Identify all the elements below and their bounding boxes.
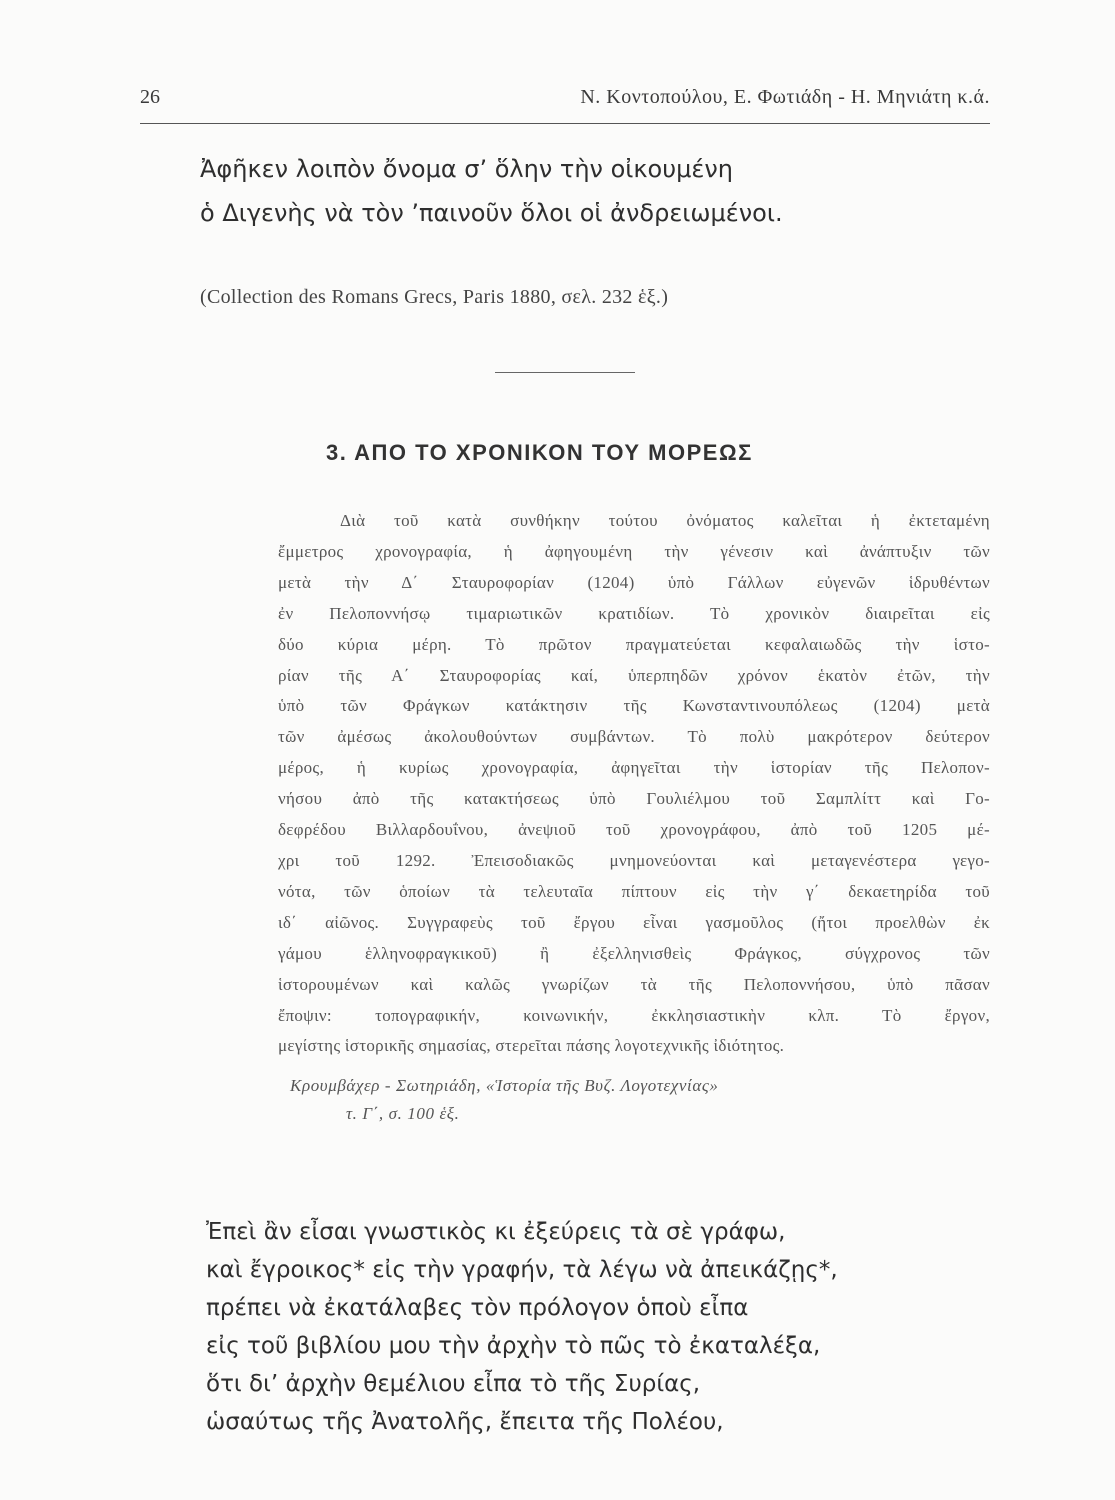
verse-line: ὅτι δι’ ἀρχὴν θεμέλιου εἶπα τὸ τῆς Συρίας, bbox=[206, 1371, 701, 1397]
paragraph-line: μετὰ τὴν Δ΄ Σταυροφορίαν (1204) ὑπὸ Γάλλων εὐγενῶν ἱδρυθέντων bbox=[278, 572, 990, 592]
paragraph-line: γάμου ἑλληνοφραγκικοῦ) ἢ ἐξελληνισθεὶς Φράγκος, σύγχρονος τῶν bbox=[278, 943, 990, 963]
verse-line: καὶ ἔγροικος* εἰς τὴν γραφήν, τὰ λέγω νὰ ἀπεικάζῃς*, bbox=[206, 1257, 838, 1283]
source-reference bbox=[290, 1072, 718, 1128]
top-verse bbox=[200, 147, 783, 235]
header-rule bbox=[140, 123, 990, 124]
paragraph-line: τῶν ἀμέσως ἀκολουθούντων συμβάντων. Τὸ πολὺ μακρότερον δεύτερον bbox=[278, 727, 990, 747]
running-head bbox=[140, 86, 990, 116]
paragraph-line: ιδ΄ αἰῶνος. Συγγραφεὺς τοῦ ἔργου εἶναι γασμοῦλος (ἤτοι προελθὼν ἐκ bbox=[278, 912, 990, 932]
paragraph-line: ρίαν τῆς Α΄ Σταυροφορίας καί, ὑπερπηδῶν χρόνον ἑκατὸν ἐτῶν, τὴν bbox=[278, 665, 990, 685]
running-head-authors: Ν. Κοντοπούλου, Ε. Φωτιάδη - Η. Μηνιάτη κ.ά. bbox=[580, 86, 990, 108]
verse-line: ὡσαύτως τῆς Ἀνατολῆς, ἔπειτα τῆς Πολέου, bbox=[206, 1409, 724, 1435]
verse-line: εἰς τοῦ βιβλίου μου τὴν ἀρχὴν τὸ πῶς τὸ ἐκαταλέξα, bbox=[206, 1333, 821, 1359]
verse-line: Ἀφῆκεν λοιπὸν ὄνομα σ’ ὅλην τὴν οἰκουμένη bbox=[200, 155, 733, 183]
paragraph-line: ὑπὸ τῶν Φράγκων κατάκτησιν τῆς Κωνσταντινουπόλεως (1204) μετὰ bbox=[278, 696, 990, 716]
paragraph-line: δύο κύρια μέρη. Τὸ πρῶτον πραγματεύεται κεφαλαιωδῶς τὴν ἱστο- bbox=[278, 634, 990, 654]
section-divider bbox=[495, 372, 635, 373]
body-paragraph bbox=[278, 506, 990, 1062]
verse-line: πρέπει νὰ ἐκατάλαβες τὸν πρόλογον ὁποὺ εἶπα bbox=[206, 1295, 749, 1321]
paragraph-line: μέρος, ἡ κυρίως χρονογραφία, ἀφηγεῖται τὴν ἱστορίαν τῆς Πελοπον- bbox=[278, 758, 990, 778]
source-line: Κρουμβάχερ - Σωτηριάδη, «Ἱστορία τῆς Βυζ. Λογοτεχνίας» bbox=[290, 1076, 719, 1095]
verse-line: Ἐπεὶ ἂν εἶσαι γνωστικὸς κι ἐξεύρεις τὰ σὲ γράφω, bbox=[206, 1219, 786, 1245]
bottom-verse bbox=[206, 1213, 838, 1441]
paragraph-line: νότα, τῶν ὁποίων τὰ τελευταῖα πίπτουν εἰς τὴν γ΄ δεκαετηρίδα τοῦ bbox=[278, 881, 990, 901]
paragraph-line: νήσου ἀπὸ τῆς κατακτήσεως ὑπὸ Γουλιέλμου τοῦ Σαμπλίττ καὶ Γο- bbox=[278, 789, 990, 809]
paragraph-line: μεγίστης ἱστορικῆς σημασίας, στερεῖται πάσης λογοτεχνικῆς ἰδιότητος. bbox=[278, 1036, 785, 1056]
source-line: τ. Γ΄, σ. 100 ἑξ. bbox=[346, 1104, 460, 1123]
section-title: 3. ΑΠΟ ΤΟ ΧΡΟΝΙΚΟΝ ΤΟΥ ΜΟΡΕΩΣ bbox=[326, 440, 753, 465]
paragraph-line: ἐν Πελοποννήσῳ τιμαριωτικῶν κρατιδίων. Τὸ χρονικὸν διαιρεῖται εἰς bbox=[278, 603, 990, 623]
paragraph-line: ἔποψιν: τοπογραφικήν, κοινωνικήν, ἐκκλησιαστικὴν κλπ. Τὸ ἔργον, bbox=[278, 1005, 990, 1025]
paragraph-line: ἔμμετρος χρονογραφία, ἡ ἀφηγουμένη τὴν γένεσιν καὶ ἀνάπτυξιν τῶν bbox=[278, 541, 990, 561]
paragraph-line: ἱστορουμένων καὶ καλῶς γνωρίζων τὰ τῆς Πελοποννήσου, ὑπὸ πᾶσαν bbox=[278, 974, 990, 994]
page-number: 26 bbox=[140, 86, 160, 108]
paragraph-line: χρι τοῦ 1292. Ἐπεισοδιακῶς μνημονεύονται καὶ μεταγενέστερα γεγο- bbox=[278, 850, 990, 870]
verse-line: ὁ Διγενὴς νὰ τὸν ’παινοῦν ὅλοι οἱ ἀνδρειωμένοι. bbox=[200, 199, 783, 227]
paragraph-line: δεφρέδου Βιλλαρδουΐνου, ἀνεψιοῦ τοῦ χρονογράφου, ἀπὸ τοῦ 1205 μέ- bbox=[278, 820, 990, 840]
paragraph-line: Διὰ τοῦ κατὰ συνθήκην τούτου ὀνόματος καλεῖται ἡ ἐκτεταμένη bbox=[340, 511, 990, 530]
citation: (Collection des Romans Grecs, Paris 1880, σελ. 232 ἑξ.) bbox=[200, 286, 669, 308]
